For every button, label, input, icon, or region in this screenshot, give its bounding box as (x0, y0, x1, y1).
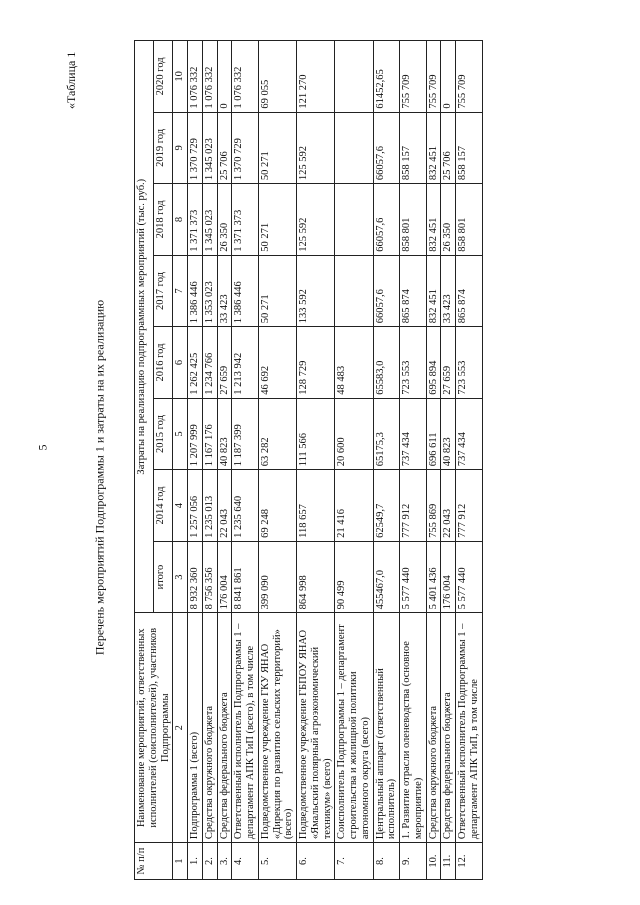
row-value: 1 345 023 (202, 112, 217, 184)
row-value: 118 657 (297, 470, 335, 542)
row-total: 176 004 (217, 541, 232, 613)
column-number: 3 (173, 541, 188, 613)
row-name: Средства окружного бюджета (202, 613, 217, 843)
table-row (297, 41, 335, 880)
column-number: 10 (173, 41, 188, 113)
row-value: 1 213 942 (232, 327, 259, 399)
table-row (258, 41, 296, 880)
row-value: 26 350 (217, 184, 232, 256)
row-value: 1 257 056 (188, 470, 203, 542)
row-value: 20 600 (335, 398, 373, 470)
row-value: 65583,0 (373, 327, 400, 399)
row-value: 755 709 (426, 41, 441, 113)
row-value (335, 112, 373, 184)
row-value: 33 423 (441, 255, 456, 327)
header-year: 2019 год (154, 112, 173, 184)
row-value (335, 184, 373, 256)
row-value: 22 043 (441, 470, 456, 542)
row-value: 1 235 013 (202, 470, 217, 542)
column-number: 6 (173, 327, 188, 399)
document-title: Перечень мероприятий Подпрограммы 1 и затраты на их реализацию (92, 299, 107, 656)
header-year: 2016 год (154, 327, 173, 399)
header-year: 2018 год (154, 184, 173, 256)
row-value: 696 611 (426, 398, 441, 470)
row-value: 723 553 (400, 327, 427, 399)
row-total: 5 577 440 (400, 541, 427, 613)
header-year: 2015 год (154, 398, 173, 470)
column-number: 8 (173, 184, 188, 256)
expenses-table (134, 40, 483, 880)
row-name: Подпрограмма 1 (всего) (188, 613, 203, 843)
table-row (335, 41, 373, 880)
row-value: 1 370 729 (188, 112, 203, 184)
row-name: Средства окружного бюджета (426, 613, 441, 843)
row-number: 10. (426, 843, 441, 880)
row-value: 50 271 (258, 255, 296, 327)
row-value: 858 157 (456, 112, 483, 184)
row-value: 737 434 (400, 398, 427, 470)
row-value: 858 801 (400, 184, 427, 256)
row-name: Ответственный исполнитель Подпрограммы 1 – департамент АПК ТиП, в том числе (456, 613, 483, 843)
row-value: 33 423 (217, 255, 232, 327)
row-value: 865 874 (456, 255, 483, 327)
row-value: 1 371 373 (188, 184, 203, 256)
row-value: 1 386 446 (188, 255, 203, 327)
row-value: 69 248 (258, 470, 296, 542)
row-value: 858 157 (400, 112, 427, 184)
row-number: 11. (441, 843, 456, 880)
table-row (456, 41, 483, 880)
row-value: 21 416 (335, 470, 373, 542)
row-value: 1 167 176 (202, 398, 217, 470)
table-label: «Таблица 1 (64, 51, 78, 109)
row-number: 7. (335, 843, 373, 880)
rotated-table-container (134, 40, 574, 880)
column-number: 2 (173, 613, 188, 843)
row-value: 832 451 (426, 184, 441, 256)
row-value: 1 076 332 (202, 41, 217, 113)
row-value: 62549,7 (373, 470, 400, 542)
row-value: 1 345 023 (202, 184, 217, 256)
row-number: 5. (258, 843, 296, 880)
row-number: 6. (297, 843, 335, 880)
row-number: 9. (400, 843, 427, 880)
table-row (188, 41, 203, 880)
table-row (373, 41, 400, 880)
header-year: 2020 год (154, 41, 173, 113)
row-total: 5 401 436 (426, 541, 441, 613)
row-value: 50 271 (258, 184, 296, 256)
header-year: 2014 год (154, 470, 173, 542)
row-number: 12. (456, 843, 483, 880)
row-value: 66057,6 (373, 112, 400, 184)
row-name: Центральный аппарат (ответственный исполнитель) (373, 613, 400, 843)
row-number: 1. (188, 843, 203, 880)
row-value: 0 (441, 41, 456, 113)
column-number: 7 (173, 255, 188, 327)
table-row (426, 41, 441, 880)
row-value: 69 055 (258, 41, 296, 113)
row-value: 1 076 332 (232, 41, 259, 113)
row-number: 3. (217, 843, 232, 880)
row-value: 22 043 (217, 470, 232, 542)
page-number: 5 (35, 444, 50, 451)
row-total: 864 998 (297, 541, 335, 613)
table-row (232, 41, 259, 880)
row-value: 832 451 (426, 255, 441, 327)
row-value: 66057,6 (373, 184, 400, 256)
header-total: итого (154, 541, 173, 613)
row-value: 125 592 (297, 184, 335, 256)
row-value: 0 (217, 41, 232, 113)
table-row (400, 41, 427, 880)
row-value: 755 869 (426, 470, 441, 542)
row-value: 1 235 640 (232, 470, 259, 542)
row-total: 90 499 (335, 541, 373, 613)
row-number: 2. (202, 843, 217, 880)
row-name: Средства федерального бюджета (441, 613, 456, 843)
row-value: 25 706 (217, 112, 232, 184)
row-total: 8 756 356 (202, 541, 217, 613)
row-total: 5 577 440 (456, 541, 483, 613)
header-year: 2017 год (154, 255, 173, 327)
row-value: 121 270 (297, 41, 335, 113)
row-value: 832 451 (426, 112, 441, 184)
row-value: 61452,65 (373, 41, 400, 113)
row-value: 865 874 (400, 255, 427, 327)
row-total: 176 004 (441, 541, 456, 613)
row-value: 46 692 (258, 327, 296, 399)
column-number: 9 (173, 112, 188, 184)
row-name: Средства федерального бюджета (217, 613, 232, 843)
row-value: 755 709 (456, 41, 483, 113)
header-row-1 (135, 41, 154, 880)
row-value: 48 483 (335, 327, 373, 399)
table-row (441, 41, 456, 880)
row-value: 1 353 023 (202, 255, 217, 327)
row-value: 128 729 (297, 327, 335, 399)
row-number: 8. (373, 843, 400, 880)
column-number: 4 (173, 470, 188, 542)
row-value: 1 386 446 (232, 255, 259, 327)
row-name: 1. Развитие отрасли оленеводства (основное мероприятие) (400, 613, 427, 843)
row-value: 1 076 332 (188, 41, 203, 113)
row-value: 723 553 (456, 327, 483, 399)
row-value: 50 271 (258, 112, 296, 184)
row-total: 399 090 (258, 541, 296, 613)
row-value: 111 566 (297, 398, 335, 470)
row-name: Подведомственное учреждение ГБПОУ ЯНАО «Ямальский полярный агроэкономический техникум» (всего) (297, 613, 335, 843)
row-value: 1 370 729 (232, 112, 259, 184)
row-value: 777 912 (456, 470, 483, 542)
row-value: 755 709 (400, 41, 427, 113)
row-value: 1 371 373 (232, 184, 259, 256)
header-num: № п/п (135, 843, 173, 880)
row-value: 65175,3 (373, 398, 400, 470)
row-value (335, 255, 373, 327)
row-value: 66057,6 (373, 255, 400, 327)
row-total: 8 841 861 (232, 541, 259, 613)
header-name: Наименование мероприятий, ответственных исполнителей (соисполнителей), участников Подпрограммы (135, 613, 173, 843)
row-number: 4. (232, 843, 259, 880)
row-value: 1 207 999 (188, 398, 203, 470)
row-value: 27 659 (441, 327, 456, 399)
row-value: 26 350 (441, 184, 456, 256)
row-value: 777 912 (400, 470, 427, 542)
row-value: 40 823 (217, 398, 232, 470)
row-total: 455467,0 (373, 541, 400, 613)
table-row (202, 41, 217, 880)
column-number: 1 (173, 843, 188, 880)
row-value: 737 434 (456, 398, 483, 470)
row-value: 125 592 (297, 112, 335, 184)
row-value: 25 706 (441, 112, 456, 184)
table-row (217, 41, 232, 880)
row-name: Соисполнитель Подпрограммы 1 – департамент строительства и жилищной политики автономного округа (всего) (335, 613, 373, 843)
column-number: 5 (173, 398, 188, 470)
row-value: 695 894 (426, 327, 441, 399)
row-value: 1 262 425 (188, 327, 203, 399)
row-value (335, 41, 373, 113)
row-name: Ответственный исполнитель Подпрограммы 1 – департамент АПК ТиП (всего), в том числе (232, 613, 259, 843)
row-total: 8 932 360 (188, 541, 203, 613)
row-name: Подведомственное учреждение ГКУ ЯНАО «Дирекция по развитию сельских территорий» (всего) (258, 613, 296, 843)
table-body (188, 41, 483, 880)
row-value: 40 823 (441, 398, 456, 470)
row-value: 63 282 (258, 398, 296, 470)
row-value: 27 659 (217, 327, 232, 399)
column-number-row (173, 41, 188, 880)
row-value: 1 187 399 (232, 398, 259, 470)
row-value: 858 801 (456, 184, 483, 256)
row-value: 133 592 (297, 255, 335, 327)
row-value: 1 234 766 (202, 327, 217, 399)
header-costs: Затраты на реализацию подпрограммных мероприятий (тыс. руб.) (135, 41, 154, 613)
